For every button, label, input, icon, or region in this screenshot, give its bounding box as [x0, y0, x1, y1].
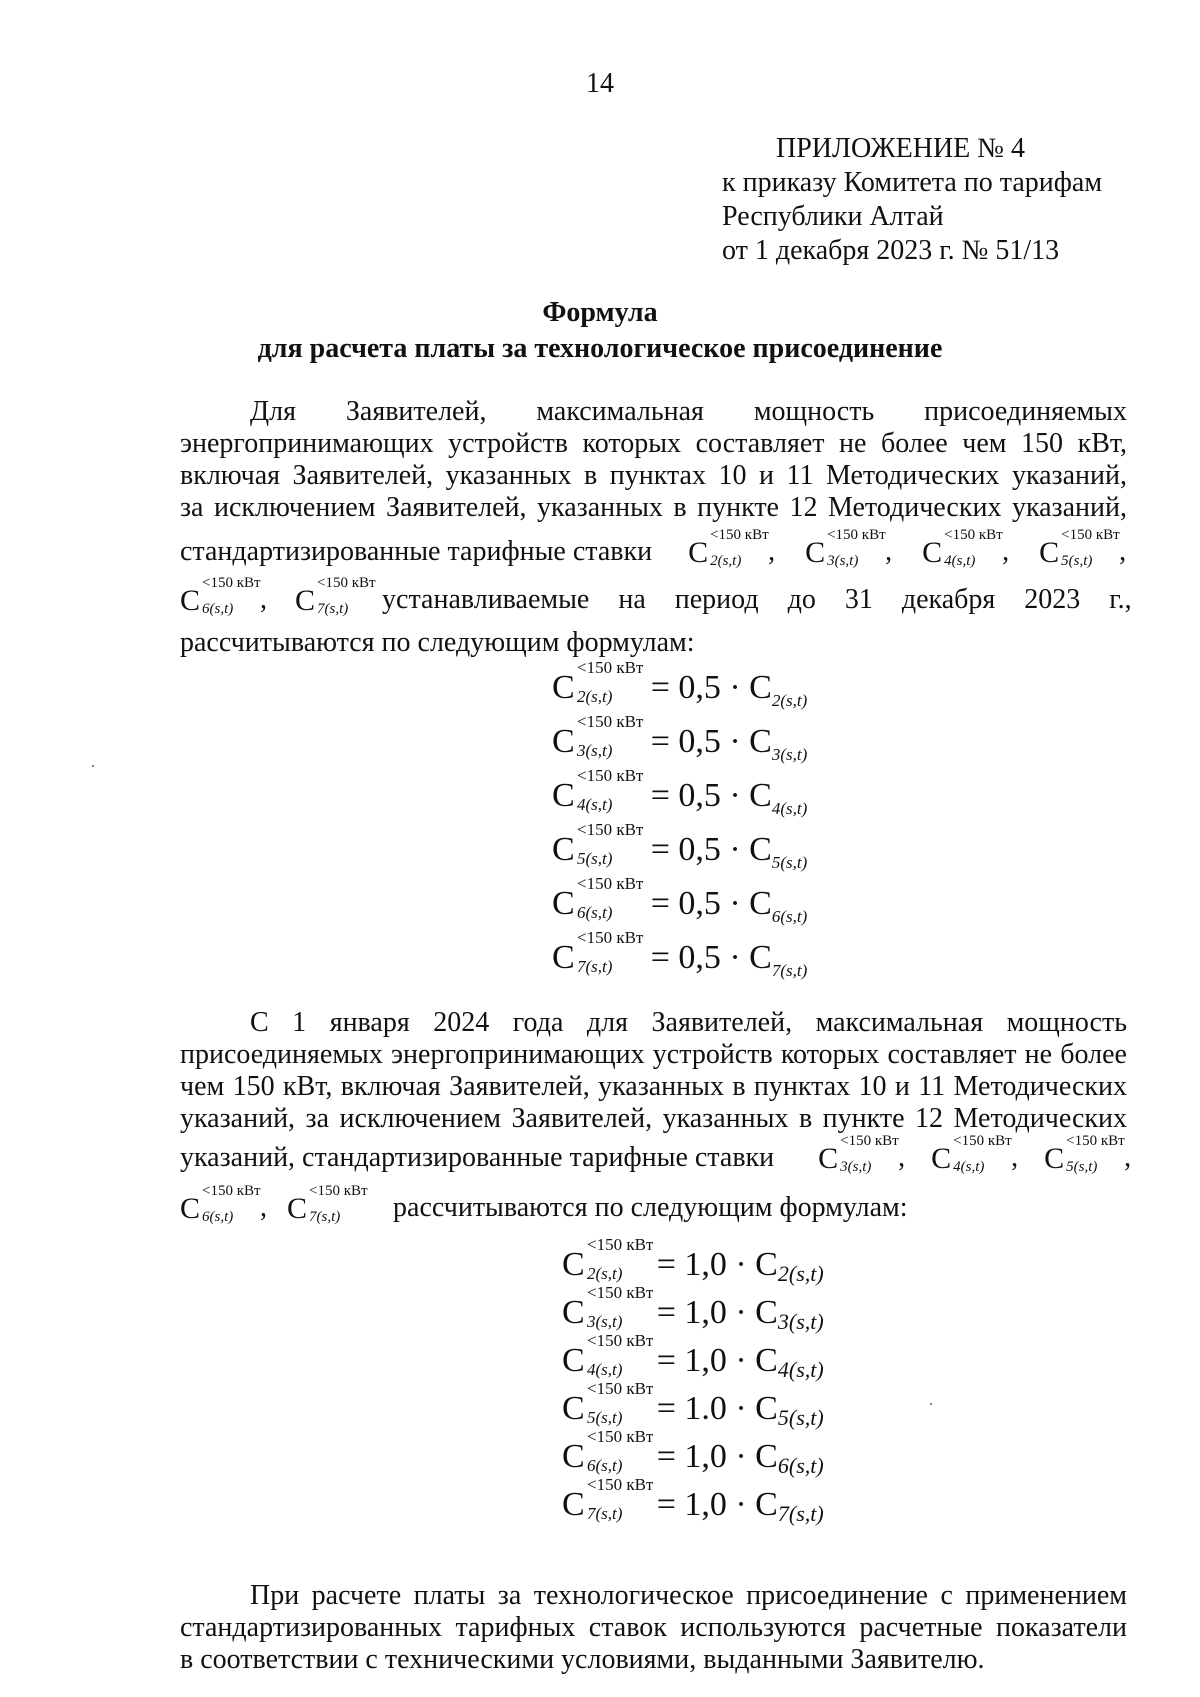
formula-lhs: C <150 кВт 4(s,t) [552, 766, 644, 814]
paragraph-line: за исключением Заявителей, указанных в пункте 12 Методических указаний, [180, 492, 1127, 523]
paragraph-line: рассчитываются по следующим формулам: [180, 627, 695, 658]
tariff-symbol: C <150 кВт 4(s,t) [922, 527, 1003, 569]
tariff-symbol: C <150 кВт 5(s,t) [1039, 527, 1120, 569]
formula-row [552, 928, 808, 991]
formula-rhs: = 1,0 · C4(s,t) [656, 1342, 824, 1382]
appendix-header [722, 132, 1102, 268]
scan-speck [92, 765, 94, 767]
tariff-symbol: C <150 кВт 6(s,t) [180, 575, 261, 617]
paragraph-line: стандартизированных тарифных ставок используются расчетные показатели [180, 1612, 1127, 1643]
formula-lhs: C <150 кВт 2(s,t) [552, 658, 644, 706]
formula-rhs: = 1,0 · C6(s,t) [656, 1438, 824, 1478]
formula-rhs: = $0,5 \cdot C_{3(s,t)}$ [650, 723, 808, 764]
formula-rhs: = $0,5 \cdot C_{7(s,t)}$ [650, 939, 808, 980]
paragraph-line: в соответствии с техническими условиями, выданными Заявителю. [180, 1644, 985, 1675]
formula-lhs: C <150 кВт 4(s,t) [562, 1331, 654, 1379]
formula-lhs: C <150 кВт 7(s,t) [562, 1475, 654, 1523]
paragraph-line: Для Заявителей, максимальная мощность присоединяемых [250, 396, 1127, 427]
paragraph-line: энергопринимающих устройств которых составляет не более чем 150 кВт, [180, 428, 1127, 459]
page-number: 14 [586, 68, 614, 99]
paragraph-line: указаний, стандартизированные тарифные ставки [180, 1142, 775, 1173]
paragraph-line: рассчитываются по следующим формулам: [393, 1192, 908, 1223]
paragraph-line: стандартизированные тарифные ставки [180, 536, 653, 567]
document-subtitle: для расчета платы за технологическое присоединение [257, 333, 943, 364]
formula-rhs: = 1,0 · C2(s,t) [656, 1246, 824, 1286]
paragraph-line: С 1 января 2024 года для Заявителей, максимальная мощность [250, 1007, 1127, 1038]
paragraph-2023-end [180, 627, 1127, 659]
tariff-symbol: C <150 кВт 7(s,t) [287, 1183, 368, 1225]
paragraph-2023-symbols-line: стандартизированные тарифные ставки C <150 кВт 2(s,t) , C <150 кВт 3(s,t) , C <150 кВт 4(s,t) , C <150 кВт 5(s,t) , [180, 527, 1127, 569]
paragraph-line: При расчете платы за технологическое присоединение с применением [250, 1580, 1127, 1611]
formula-lhs: C <150 кВт 3(s,t) [552, 712, 644, 760]
paragraph-2023-symbols-line-2: C <150 кВт 6(s,t) , C <150 кВт 7(s,t) устанавливаемые на период до 31 декабря 2023 г., [180, 575, 1132, 617]
tariff-symbol: C <150 кВт 5(s,t) [1044, 1133, 1125, 1175]
paragraph-line: чем 150 кВт, включая Заявителей, указанных в пунктах 10 и 11 Методических [180, 1071, 1127, 1102]
formula-lhs: C <150 кВт 6(s,t) [552, 874, 644, 922]
scan-speck [930, 1403, 932, 1405]
tariff-symbol: C <150 кВт 4(s,t) [931, 1133, 1012, 1175]
formula-rhs: = 1.0 · C5(s,t) [656, 1390, 824, 1430]
appendix-number: ПРИЛОЖЕНИЕ № 4 [776, 133, 1025, 164]
formula-rhs: = 1,0 · C7(s,t) [656, 1486, 824, 1526]
formula-lhs: C <150 кВт 7(s,t) [552, 928, 644, 976]
paragraph-2024-symbols-line-2: C <150 кВт 6(s,t) , C <150 кВт 7(s,t) рассчитываются по следующим формулам: [180, 1183, 908, 1225]
paragraph-line: включая Заявителей, указанных в пунктах 10 и 11 Методических указаний, [180, 460, 1127, 491]
tariff-symbol: C <150 кВт 3(s,t) [805, 527, 886, 569]
formula-row [562, 1475, 824, 1534]
appendix-date: от 1 декабря 2023 г. № 51/13 [722, 235, 1060, 266]
document-title: Формула [542, 297, 658, 328]
formula-rhs: = $0,5 \cdot C_{5(s,t)}$ [650, 831, 808, 872]
tariff-symbol: C <150 кВт 7(s,t) [295, 575, 376, 617]
formula-lhs: C <150 кВт 5(s,t) [562, 1379, 654, 1427]
formula-lhs: C <150 кВт 2(s,t) [562, 1235, 654, 1283]
formula-lhs: C <150 кВт 3(s,t) [562, 1283, 654, 1331]
paragraph-line: указаний, за исключением Заявителей, указанных в пункте 12 Методических [180, 1103, 1127, 1134]
paragraph-2023 [180, 396, 1127, 524]
tariff-symbol: C <150 кВт 3(s,t) [818, 1133, 899, 1175]
tariff-symbol: C <150 кВт 2(s,t) [688, 527, 769, 569]
paragraph-indicators [180, 1580, 1127, 1676]
formula-lhs: C <150 кВт 6(s,t) [562, 1427, 654, 1475]
paragraph-2024-symbols-line: указаний, стандартизированные тарифные ставки C <150 кВт 3(s,t) , C <150 кВт 4(s,t) , C <150 кВт 5(s,t) , [180, 1133, 1132, 1175]
tariff-symbol: C <150 кВт 6(s,t) [180, 1183, 261, 1225]
formula-lhs: C <150 кВт 5(s,t) [552, 820, 644, 868]
appendix-republic: Республики Алтай [722, 201, 944, 232]
paragraph-line: устанавливаемые на период до 31 декабря 2023 г., [382, 584, 1132, 615]
formula-rhs: = $0,5 \cdot C_{6(s,t)}$ [650, 885, 808, 926]
formula-rhs: = $0,5 \cdot C_{4(s,t)}$ [650, 777, 808, 818]
appendix-order-ref: к приказу Комитета по тарифам [722, 167, 1103, 198]
paragraph-line: присоединяемых энергопринимающих устройств которых составляет не более [180, 1039, 1127, 1070]
paragraph-2024 [180, 1007, 1127, 1135]
formula-rhs: = $0,5 \cdot C_{2(s,t)}$ [650, 669, 808, 710]
formula-rhs: = 1,0 · C3(s,t) [656, 1294, 824, 1334]
